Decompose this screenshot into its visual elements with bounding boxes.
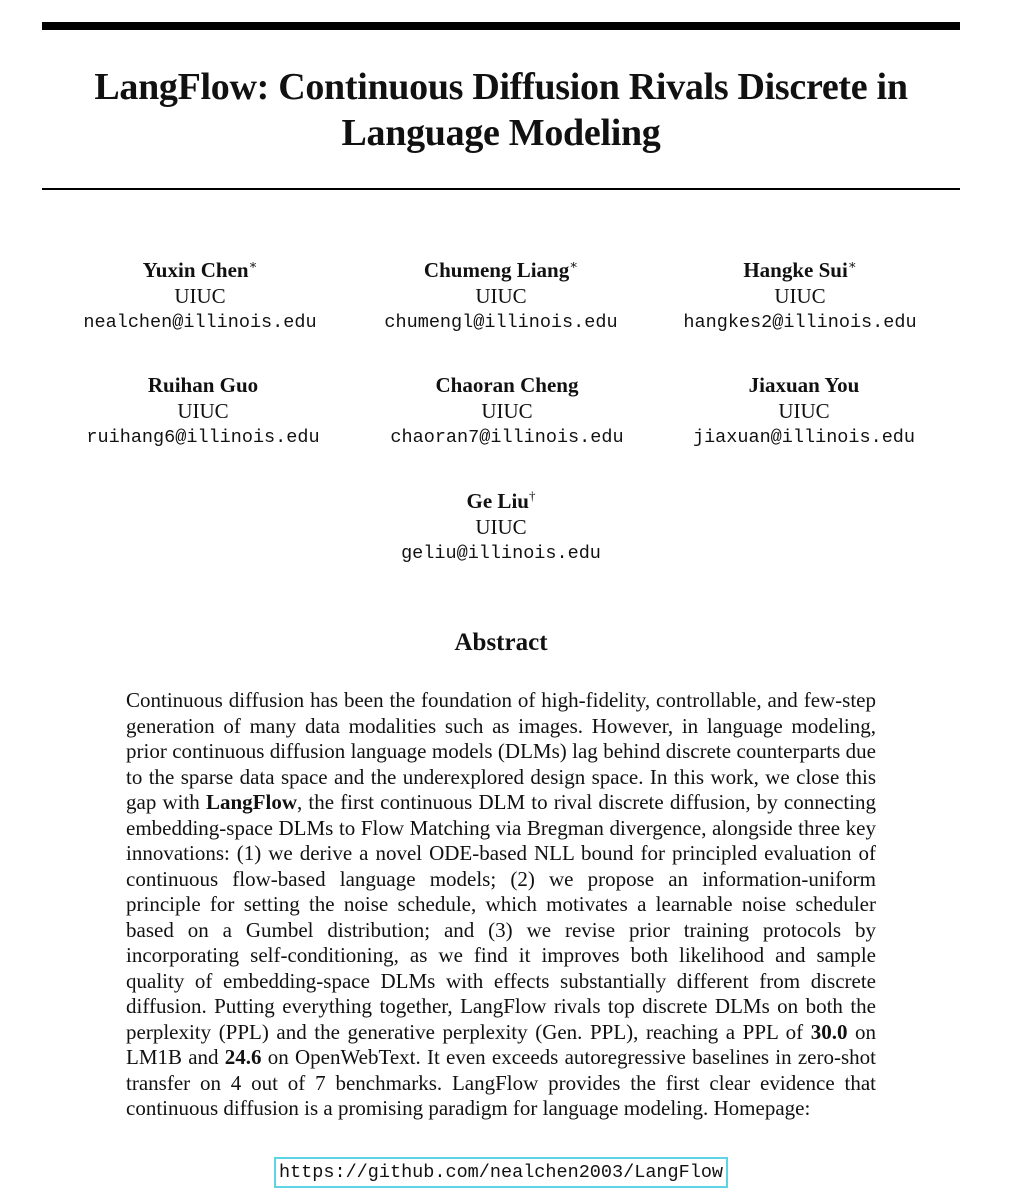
author-block	[50, 257, 350, 337]
author-affiliation: UIUC	[774, 284, 826, 308]
author-affiliation: UIUC	[778, 399, 830, 423]
author-name: Yuxin Chen∗	[142, 257, 258, 282]
author-name: Hangke Sui∗	[743, 257, 857, 282]
author-email[interactable]: chumengl@illinois.edu	[384, 312, 618, 333]
ppl-owt-value: 24.6	[224, 1045, 262, 1069]
author-email[interactable]: ruihang6@illinois.edu	[86, 427, 320, 448]
author-mark: ∗	[847, 257, 857, 272]
author-block	[53, 372, 353, 452]
author-email[interactable]: chaoran7@illinois.edu	[390, 427, 624, 448]
author-affiliation: UIUC	[475, 515, 527, 539]
author-email[interactable]: geliu@illinois.edu	[401, 543, 601, 564]
author-name: Ge Liu†	[466, 488, 536, 513]
author-name: Ruihan Guo	[147, 373, 259, 397]
author-name: Chumeng Liang∗	[423, 257, 579, 282]
ppl-lm1b-value: 30.0	[810, 1019, 848, 1044]
author-mark: †	[528, 488, 536, 503]
paper-title: LangFlow: Continuous Diffusion Rivals Discrete in Language Modeling	[94, 66, 908, 154]
abstract-text: Continuous diffusion has been the foundation of high-fidelity, controllable, and few-step generation of many data modalities such as images. However, in language modeling, prior continuous diffusion language models (DLMs) lag behind discrete counterparts due to the sparse data space and the underexplored design space. In this work, we close this gap with LangFlow, the first continuous DLM to rival discrete diffusion, by connecting embedding-space DLMs to Flow Matching via Bregman divergence, alongside three key innovations: (1) we derive a novel ODE-based NLL bound for principled evaluation of continuous flow-based language models; (2) we propose an information-uniform principle for setting the noise schedule, which motivates a learnable noise scheduler based on a Gumbel distribution; and (3) we revise prior training protocols by incorporating self-conditioning, as we find it improves both likelihood and sample quality of embedding-space DLMs with effects substantially different from discrete diffusion. Putting everything together, LangFlow rivals top discrete DLMs on both the perplexity (PPL) and the generative perplexity (Gen. PPL), reaching a PPL of 30.0 on LM1B and 24.6 on OpenWebText. It even exceeds autoregressive baselines in zero-shot transfer on 4 out of 7 benchmarks. LangFlow provides the first clear evidence that continuous diffusion is a promising paradigm for language modeling. Homepage:	[126, 688, 877, 1120]
homepage-link[interactable]: https://github.com/nealchen2003/LangFlow	[274, 1157, 728, 1188]
author-affiliation: UIUC	[174, 284, 226, 308]
top-rule	[42, 22, 960, 30]
author-mark: ∗	[569, 257, 579, 272]
author-block	[351, 257, 651, 337]
author-block	[650, 257, 950, 337]
author-block	[351, 488, 651, 568]
author-name: Chaoran Cheng	[435, 373, 579, 397]
author-affiliation: UIUC	[475, 284, 527, 308]
author-block	[654, 372, 954, 452]
author-email[interactable]: jiaxuan@illinois.edu	[692, 427, 916, 448]
abstract-heading: Abstract	[454, 629, 548, 656]
author-block	[357, 372, 657, 452]
author-name: Jiaxuan You	[748, 373, 860, 397]
method-name: LangFlow	[205, 790, 297, 814]
homepage-link-row	[42, 1157, 960, 1188]
author-mark: ∗	[248, 257, 258, 272]
author-affiliation: UIUC	[481, 399, 533, 423]
title-rule	[42, 188, 960, 190]
author-affiliation: UIUC	[177, 399, 229, 423]
author-email[interactable]: nealchen@illinois.edu	[83, 312, 317, 333]
author-email[interactable]: hangkes2@illinois.edu	[683, 312, 917, 333]
